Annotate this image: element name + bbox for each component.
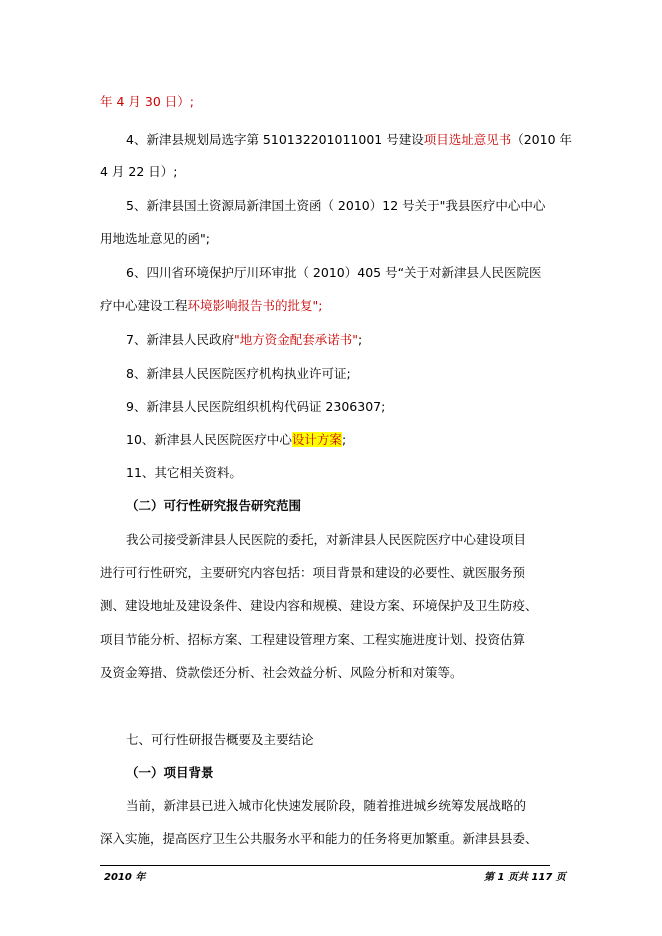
- text-segment: （一）项目背景: [126, 765, 214, 780]
- text-segment: ";: [312, 298, 323, 313]
- text-line: [126, 432, 662, 448]
- highlighted-text: "地方资金配套承诺书": [233, 332, 358, 347]
- text-segment: 5、新津县国土资源局新津国土资函（ 2010）12 号关于"我县医疗中心中心: [126, 198, 546, 213]
- paragraph-line: [100, 831, 662, 847]
- text-line: [100, 298, 662, 314]
- text-segment: 4、新津县规划局选字第 510132201011001 号建设: [126, 132, 424, 147]
- text-line: [126, 399, 662, 415]
- text-line: [126, 132, 662, 148]
- text-segment: 9、新津县人民医院组织机构代码证 2306307;: [126, 399, 386, 414]
- text-line: [100, 231, 662, 247]
- text-line: [126, 265, 662, 281]
- text-segment: 当前，新津县已进入城市化快速发展阶段，随着推进城乡统筹发展战略的: [126, 798, 527, 813]
- section-heading: [126, 498, 662, 514]
- text-segment: 10、新津县人民医院医疗中心: [126, 432, 292, 447]
- text-segment: 我公司接受新津县人民医院的委托，对新津县人民医院医疗中心建设项目: [126, 532, 527, 547]
- paragraph-line: [100, 565, 662, 581]
- paragraph-line: [126, 798, 662, 814]
- footer-page-number: 第 1 页共 117 页: [484, 872, 566, 883]
- text-segment: 项目节能分析、招标方案、工程建设管理方案、工程实施进度计划、投资估算: [100, 632, 526, 647]
- chapter-heading: [126, 732, 662, 748]
- paragraph-line: [126, 532, 662, 548]
- text-segment: ;: [341, 432, 347, 447]
- paragraph-line: [100, 632, 662, 648]
- text-segment: 深入实施，提高医疗卫生公共服务水平和能力的任务将更加繁重。新津县县委、: [100, 831, 538, 846]
- text-segment: 7、新津县人民政府: [126, 332, 234, 347]
- text-segment: 测、建设地址及建设条件、建设内容和规模、建设方案、环境保护及卫生防疫、: [100, 598, 538, 613]
- footer-divider: [100, 865, 550, 866]
- text-segment: 及资金筹措、贷款偿还分析、社会效益分析、风险分析和对策等。: [100, 665, 463, 680]
- text-line: [100, 94, 662, 110]
- paragraph-line: [100, 665, 662, 681]
- text-segment: （二）可行性研究报告研究范围: [126, 498, 302, 513]
- text-line: [126, 465, 662, 481]
- highlighted-text: 设计方案: [291, 432, 342, 447]
- text-line: [126, 198, 662, 214]
- text-line: [100, 164, 662, 180]
- text-segment: 疗中心建设工程: [100, 298, 188, 313]
- section-heading: [126, 765, 662, 781]
- text-segment: 4 月 22 日）;: [100, 164, 178, 179]
- text-segment: 用地选址意见的函";: [100, 231, 210, 246]
- text-segment: 年 4 月 30 日）;: [100, 94, 194, 109]
- text-segment: （2010 年: [511, 132, 573, 147]
- text-line: [126, 366, 662, 382]
- text-segment: 进行可行性研究，主要研究内容包括：项目背景和建设的必要性、就医服务预: [100, 565, 526, 580]
- paragraph-line: [100, 598, 662, 614]
- text-segment: 七、可行性研报告概要及主要结论: [126, 732, 314, 747]
- highlighted-text: 环境影响报告书的批复: [187, 298, 313, 313]
- text-segment: 6、四川省环境保护厅川环审批（ 2010）405 号“关于对新津县人民医院医: [126, 265, 542, 280]
- text-segment: ;: [357, 332, 363, 347]
- text-line: [126, 332, 662, 348]
- highlighted-text: 项目选址意见书: [423, 132, 512, 147]
- text-segment: 11、其它相关资料。: [126, 465, 242, 480]
- footer-year: 2010 年: [104, 872, 146, 883]
- text-segment: 8、新津县人民医院医疗机构执业许可证;: [126, 366, 351, 381]
